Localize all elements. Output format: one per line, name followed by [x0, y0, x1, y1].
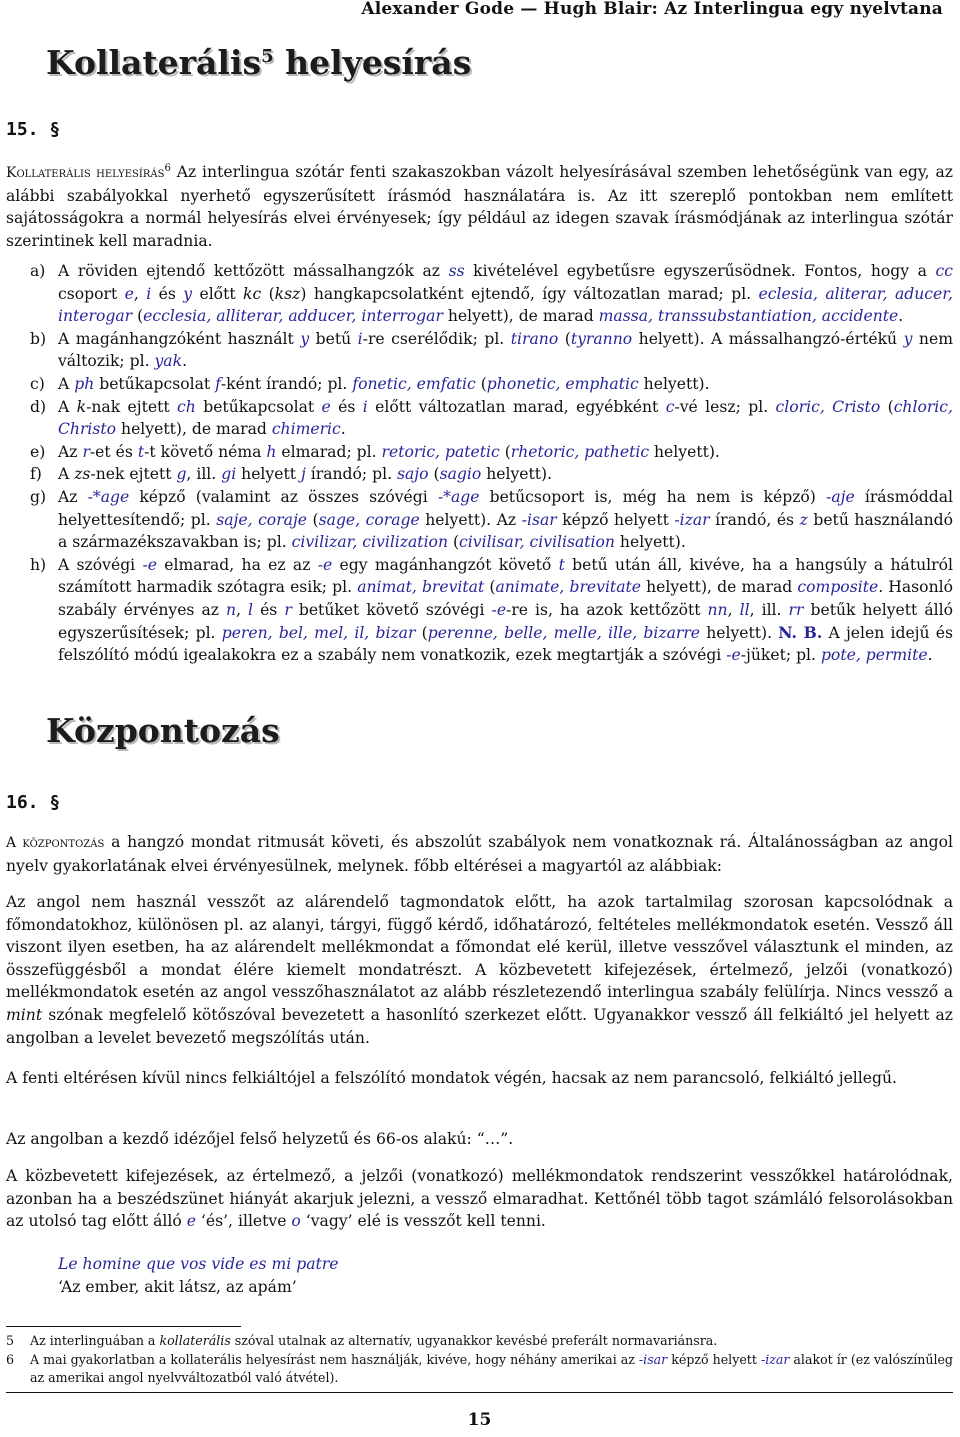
rule-d: d) A k-nak ejtett ch betűkapcsolat e és i előtt változatlan marad, egyébként c-vé lesz; pl. cloric, Cristo (chloric, Christo helyett), de marad chimeric.	[30, 397, 953, 439]
rule-b: b) A magánhangzóként használt y betű i-re cserélődik; pl. tirano (tyranno helyett). A mássalhangzó-értékű y nem változik; pl. yak.	[30, 329, 953, 371]
footnote-separator	[6, 1326, 241, 1327]
running-head: Alexander Gode — Hugh Blair: Az Interlingua egy nyelvtana	[361, 0, 943, 19]
paragraph-interlingua-comma: A közbevetett kifejezések, az értelmező, a jelzői (vonatkozó) mellékmondatok rendszerint vesszőkkel határolódnak, azonban ha a beszédszünet hiányát akarjuk jelezni, a vessző elmaradhat. Kettőnél több tagot számláló felsorolásokban az utolsó tag előtt álló e ‘és’, illetve o ‘vagy’ elé is vesszőt kell tenni.	[6, 1167, 953, 1231]
footnote-number: 6	[6, 1352, 15, 1367]
section-title-kozpontozas: Központozás	[46, 711, 280, 750]
paragraph-quotes: Az angolban a kezdő idézőjel felső helyzetű és 66-os alakú: “…”.	[6, 1130, 514, 1148]
footnote-5	[6, 1332, 953, 1350]
paragraph-comma: Az angol nem használ vesszőt az alárendelő tagmondatok előtt, ha azok tartalmilag szorosan kapcsolódnak a főmondatokhoz, különösen pl. az alanyi, tárgyi, függő kérdő, időhatározó, feltételes mellékmondatok esetén. Vessző áll viszont ilyen esetben, ha az alárendelt mellékmondat a főmondat elé kerül, illetve vesszővel választunk el minden, az összefüggésből a mondat élére kiemelt mondatrészt. A közbevetett kifejezések, értelmező, jelzői (vonatkozó) mellékmondatok esetén az angol vesszőhasználatot az alább részletezendő interlingua szabály felülírja. Nincs vessző a mint szónak megfelelő kötőszóval bevezetett a hasonlító szerkezet előtt. Ugyanakkor vessző áll felkiáltó jel helyett az angolban a levelet bevezető megszólítás után.	[6, 893, 953, 1047]
footnote-text: képző helyett	[667, 1352, 761, 1367]
punctuation-intro-text: a hangzó mondat ritmusát követi, és abszolút szabályok nem vonatkoznak rá. Általánosságban az angol nyelv gyakorlatának elvei érvényesülnek, melynek. főbb eltérései a magyartól az alábbiak:	[6, 833, 953, 875]
example-sentence	[58, 1253, 338, 1276]
punctuation-intro	[6, 831, 953, 877]
example-translation: ‘Az ember, akit látsz, az apám’	[58, 1278, 297, 1296]
page-number: 15	[467, 1410, 492, 1430]
lead-term: Kollaterális helyesírás	[6, 165, 165, 182]
footnote-text: Az interlinguában a	[30, 1333, 160, 1348]
section-title-kollateralis	[46, 43, 472, 82]
footnote-term: -isar	[638, 1352, 668, 1367]
footnote-term: kollaterális	[159, 1333, 231, 1348]
footnote-ref-6: 6	[164, 163, 171, 174]
intro-paragraph	[6, 158, 953, 253]
example-interlingua: Le homine que vos vide es mi patre	[58, 1255, 339, 1273]
intro-text: Az interlingua szótár fenti szakaszokban vázolt helyesírásával szemben lehetőségünk van egy, az alábbi szabályokkal nyerhető egyszerűsített írásmód használatára is. Az itt szereplő pontokban nem említett sajátosságokra a normál helyesírás elvei érvényesek; így például az idegen szavak írásmódjának az interlingua szótár szerintinek kell maradnia.	[6, 163, 953, 250]
footnote-number: 5	[6, 1333, 15, 1348]
rule-a: a) A röviden ejtendő kettőzött mássalhangzók az ss kivételével egybetűsre egyszerűsödnek. Fontos, hogy a cc csoport e, i és y előtt kc (ksz) hangkapcsolatként ejtendő, így változatlan marad; pl. eclesia, aliterar, aducer, interogar (ecclesia, alliterar, adducer, interrogar helyett), de marad massa, transsubstantiation, accidente.	[30, 262, 953, 326]
rule-h: h) A szóvégi -e elmarad, ha ez az -e egy magánhangzót követő t betű után áll, kivéve, ha a hangsúly a hátulról számított harmadik szótagra esik; pl. animat, brevitat (animate, brevitate helyett), de marad composite. Hasonló szabály érvényes az n, l és r betűket követő szóvégi -e-re is, ha azok kettőzött nn, ll, ill. rr betűk helyett álló egyszerűsítések; pl. peren, bel, mel, il, bizar (perenne, belle, melle, ille, bizarre helyett). N. B. A jelen idejű és felszólító módú igealakokra ez a szabály nem vonatkozik, ezek megtartják a szóvégi -e-jüket; pl. pote, permite.	[30, 555, 953, 665]
section-number-15: 15. §	[6, 119, 61, 140]
section-title-text: Kollaterális	[46, 43, 262, 82]
footnote-text: A mai gyakorlatban a kollaterális helyesírást nem használják, kivéve, hogy néhány amerikai az	[30, 1352, 639, 1367]
rule-c: c) A ph betűkapcsolat f-ként írandó; pl. fonetic, emfatic (phonetic, emphatic helyett).	[30, 374, 710, 393]
footnote-6	[6, 1351, 953, 1387]
rule-e: e) Az r-et és t-t követő néma h elmarad; pl. retoric, patetic (rhetoric, pathetic helyett).	[30, 442, 720, 461]
footnote-term: -izar	[760, 1352, 790, 1367]
lead-term: A központozás	[6, 835, 105, 851]
rule-list	[6, 260, 953, 667]
section-number-16: 16. §	[6, 792, 61, 813]
footnote-ref-5: 5	[261, 46, 274, 67]
bottom-rule	[6, 1392, 953, 1393]
footnote-text: szóval utalnak az alternatív, ugyanakkor kevésbé preferált normavariánsra.	[230, 1333, 718, 1348]
rule-g: g) Az -*age képző (valamint az összes szóvégi -*age betűcsoport is, még ha nem is képző) -aje írásmóddal helyettesítendő; pl. saje, coraje (sage, corage helyett). Az -isar képző helyett -izar írandó, és z betű használandó a származékszavakban is; pl. civilizar, civilization (civilisar, civilisation helyett).	[30, 487, 953, 552]
section-title-rest: helyesírás	[273, 43, 472, 82]
paragraph-exclamation: A fenti eltérésen kívül nincs felkiáltójel a felszólító mondatok végén, hacsak az nem parancsoló, felkiáltó jellegű.	[6, 1069, 897, 1087]
footnote-text: alakot ír (ez valószínűleg az amerikai angol nyelvváltozatból való átvétel).	[30, 1352, 953, 1385]
rule-f: f) A zs-nek ejtett g, ill. gi helyett j írandó; pl. sajo (sagio helyett).	[30, 465, 553, 484]
